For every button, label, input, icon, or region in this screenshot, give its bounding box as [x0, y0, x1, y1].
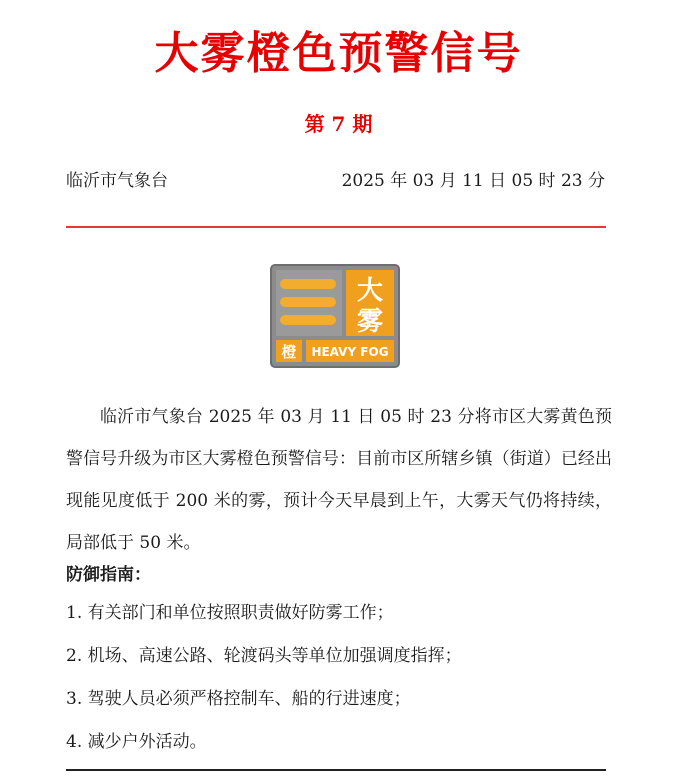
- icon-char-bottom: 雾: [356, 307, 384, 337]
- document-title: 大雾橙色预警信号: [154, 28, 523, 79]
- red-divider: [66, 226, 606, 228]
- icon-label: HEAVY FOG: [311, 345, 389, 359]
- issue-datetime: 2025 年 03 月 11 日 05 时 23 分: [341, 171, 605, 191]
- icon-level-char: 橙: [281, 343, 297, 361]
- guide-item-3: 3. 驾驶人员必须严格控制车、船的行进速度；: [66, 689, 411, 709]
- fog-bar-2: [280, 297, 336, 307]
- warning-paragraph: 临沂市气象台 2025 年 03 月 11 日 05 时 23 分将市区大雾黄色预警信号升级为市区大雾橙色预警信号：目前市区所辖乡镇（街道）已经出现能见度低于 200 米的雾，预计今天早晨到上午，大雾天气仍将持续，局部低于 50 米。: [66, 407, 612, 553]
- issuer-name: 临沂市气象台: [66, 171, 168, 191]
- icon-char-top: 大: [356, 276, 384, 306]
- guide-item-2: 2. 机场、高速公路、轮渡码头等单位加强调度指挥；: [66, 646, 462, 666]
- warning-icon-graphic: [270, 264, 400, 368]
- guide-item-4: 4. 减少户外活动。: [66, 732, 207, 752]
- guide-title: 防御指南：: [66, 565, 151, 585]
- heavy-fog-orange-warning-icon: [270, 264, 400, 368]
- fog-bar-3: [280, 315, 336, 325]
- issue-number: 第 7 期: [304, 112, 373, 136]
- guide-list: [66, 600, 462, 772]
- guide-item-1: 1. 有关部门和单位按照职责做好防雾工作；: [66, 603, 394, 623]
- fog-bar-1: [280, 279, 336, 289]
- bottom-divider: [66, 769, 606, 771]
